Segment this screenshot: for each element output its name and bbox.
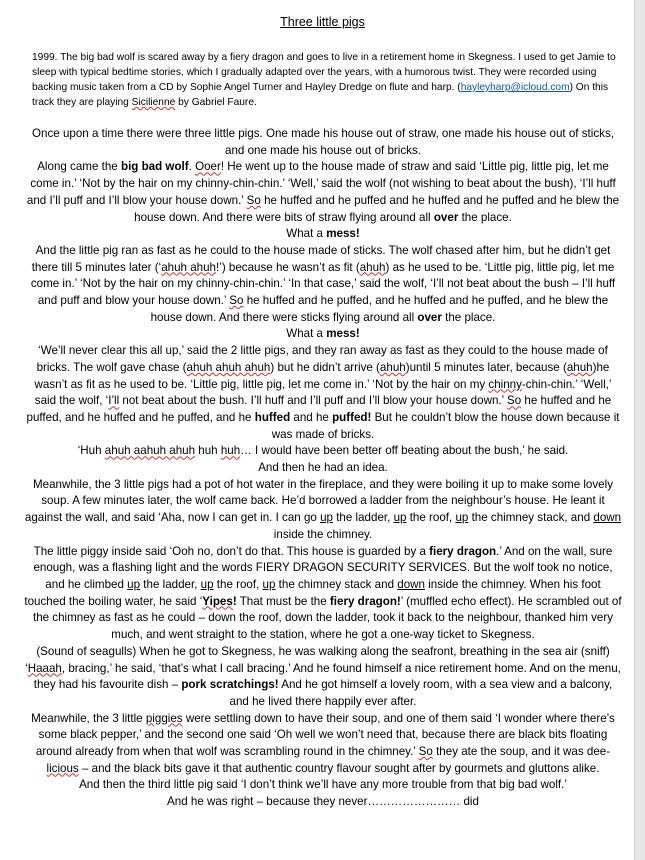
page-edge — [634, 0, 645, 860]
story-paragraph: ‘We’ll never clear this all up,’ said the 2 little pigs, and they ran away as fast as they could to the house made of bricks. The wolf gave chase (ahuh ahuh ahuh) but he didn’t arrive (ahuh)until 5 minutes later, because (ahuh)he wasn’t as fit as he used to be. ‘Little pig, little pig, let me come in.’ ‘Not by the hair on my chinny-chin-chin.’ ‘Well,’ said the wolf, ‘I’ll not beat about the bush. I’ll huff and I’ll puff and I’ll blow your house down.’ So he huffed and he puffed, and he huffed and he puffed, and he huffed and he puffed! But he couldn’t blow the house down because it was made of bricks. — [26, 344, 620, 441]
piece-name: Sicilienne — [131, 97, 176, 108]
intro-text: 1999. The big bad wolf is scared away by a fiery dragon and goes to live in a retirement home in Skegness. I used to get Jamie to sleep with typical bedtime stories, which I gradually adapted over the years, with a humorous twist. They were recorded using backing music taken from a CD by Sophie Angel Turner and Hayley Dredge on flute and harp. ( — [32, 52, 616, 93]
story-paragraph: What a mess! — [286, 327, 360, 341]
story-paragraph: Along came the big bad wolf. Ooer! He went up to the house made of straw and said ‘Little pig, little pig, let me come in.’ ‘Not by the hair on my chinny-chin-chin.’ ‘Well,’ said the wolf (not wishing to beat about the bush), ‘I’ll huff and I’ll puff and I’ll blow your house down.’ So he huffed and he puffed and he huffed and he puffed and he blew the house down. And there were bits of straw flying around all over the place. — [26, 160, 620, 224]
story-paragraph: Meanwhile, the 3 little piggies were settling down to have their soup, and one of them said ‘I wonder where there’s some black pepper,’ and the second one said ‘Oh well we won’t need that, because there are black bits floating around already from when that wolf was scrambling round in the chimney.’ So they ate the soup, and it was dee-licious – and the black bits gave it that authentic country flavour sought after by gourmets and gluttons alike. — [31, 711, 615, 775]
story-paragraph: What a mess! — [286, 227, 360, 241]
story-paragraph: And then the third little pig said ‘I don’t think we’ll have any more trouble from that big bad wolf.’ — [79, 778, 567, 792]
story-paragraph: And then he had an idea. — [258, 461, 388, 475]
intro-text-end: by Gabriel Faure. — [175, 97, 257, 108]
story-paragraph: Once upon a time there were three little pigs. One made his house out of straw, one made his house out of sticks, and one made his house out of bricks. — [32, 127, 614, 157]
email-link[interactable]: hayleyharp@icloud.com — [460, 82, 570, 93]
intro-paragraph — [32, 50, 617, 110]
story-paragraph: Meanwhile, the 3 little pigs had a pot of hot water in the fireplace, and they were boiling it up to make some lovely soup. A few minutes later, the wolf came back. He’d borrowed a ladder from the neighbour’s house. He leant it against the wall, and said ‘Aha, now I can get in. I can go up the ladder, up the roof, up the chimney stack, and down inside the chimney. — [24, 477, 622, 541]
story-paragraph: The little piggy inside said ‘Ooh no, don’t do that. This house is guarded by a fiery dragon.’ And on the wall, sure enough, was a flashing light and the words FIERY DRAGON SECURITY SERVICES. But the wolf took no notice, and he climbed up the ladder, up the roof, up the chimney stack and down inside the chimney. When his foot touched the boiling water, he said ‘Yipes! That must be the fiery dragon!’ (muffled echo effect). He scrambled out of the chimney as fast as he could – down the roof, down the ladder, took it back to the neighbour, thanked him very much, and went straight to the station, where he got a one-way ticket to Skegness. — [24, 544, 622, 642]
story-paragraph: And the little pig ran as fast as he could to the house made of sticks. The wolf chased after him, but he didn’t get there till 5 minutes later (‘ahuh ahuh!’) because he wasn’t as fit (ahuh) as he used to be. ‘Little pig, little pig, let me come in.’ ‘Not by the hair on my chinny-chin-chin.’ ‘In that case,’ said the wolf, ‘I’ll not beat about the bush – I’ll huff and puff and blow your house down.’ So he huffed and he puffed, and he huffed and he puffed, and he blew the house down. And there were sticks flying around all over the place. — [30, 243, 616, 324]
story-paragraph: (Sound of seagulls) When he got to Skegness, he was walking along the seafront, breathing in the sea air (sniff) ‘Haaah, bracing,’ he said, ‘that’s what I call bracing.’ And he found himself a nice retirement home. And on the menu, they had his favourite dish – pork scratchings! And he got himself a lovely room, with a sea view and a balcony, and he lived there happily ever after. — [25, 644, 621, 708]
story-paragraph: ‘Huh ahuh aahuh ahuh huh huh… I would have been better off beating about the bush,’ he said. — [77, 444, 569, 458]
story-paragraph: And he was right – because they never…………………… did — [167, 795, 479, 809]
intro-text-continued: ) On this track they are playing — [32, 82, 609, 108]
story-body — [24, 126, 622, 811]
document-title: Three little pigs — [280, 15, 365, 29]
